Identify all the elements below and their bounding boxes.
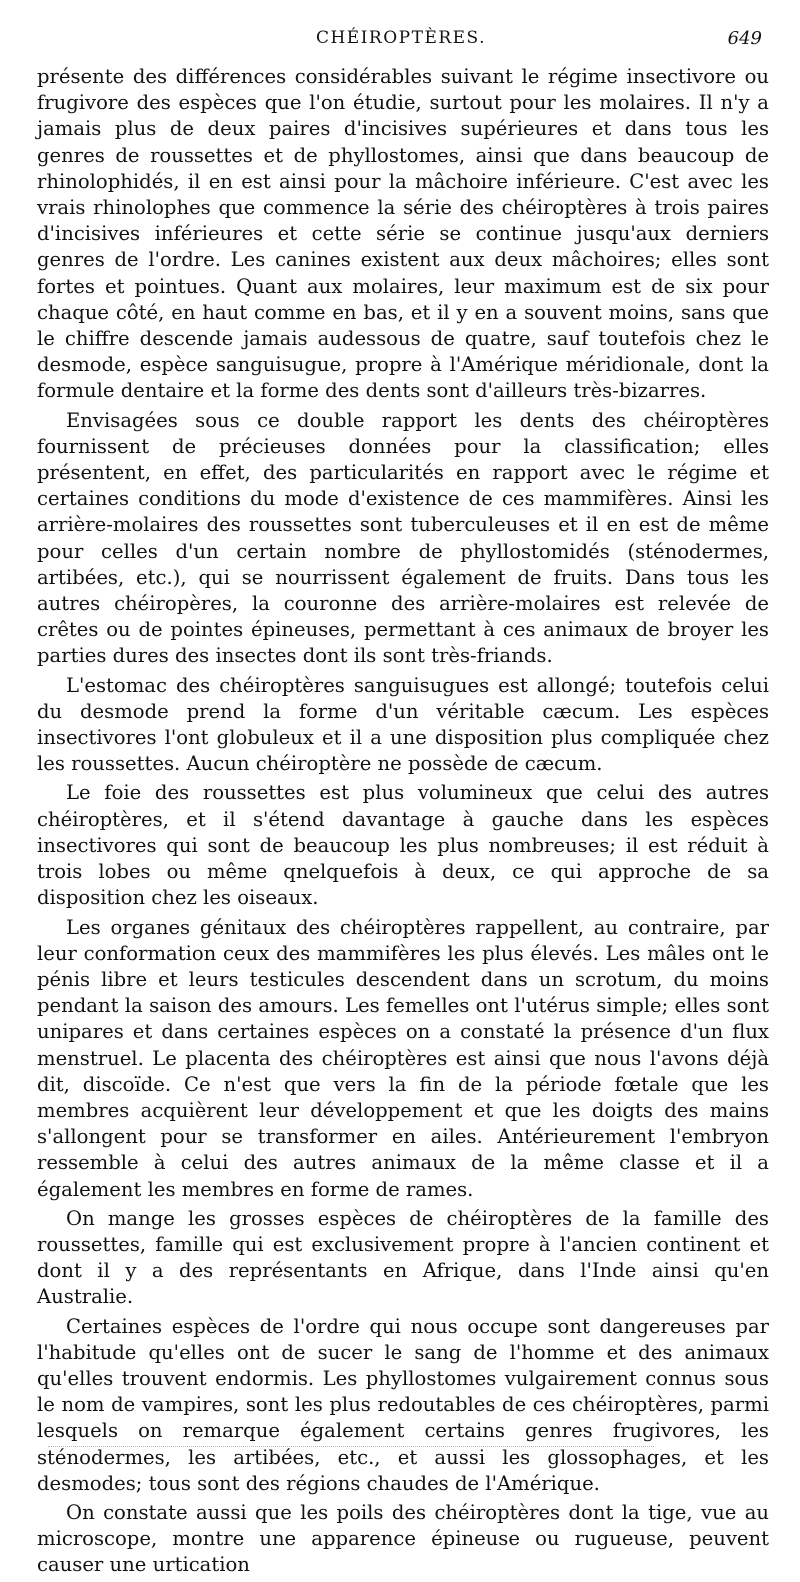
running-head: [40, 28, 762, 58]
running-head-title: CHÉIROPTÈRES.: [315, 28, 487, 48]
paragraph-genital-organs: Les organes génitaux des chéiroptères rappellent, au contraire, par leur conformation ceux des mammifères les plus élevés. Les mâles ont le pénis libre et leurs testicules descendent dans un scrotum, du moins pendant la saison des amours. Les femelles ont l'utérus simple; elles sont unipares et dans certaines espèces on a constaté la présence d'un flux menstruel. Le placenta des chéiroptères est ainsi que nous l'avons déjà dit, discoïde. Ce n'est que vers la fin de la période fœtale que les membres acquièrent leur développement et que les doigts des mains s'allongent pour se transformer en ailes. Antérieurement l'embryon ressemble à celui des autres animaux de la même classe et il a également les membres en forme de rames.: [37, 915, 769, 1201]
footer-rule: [48, 1446, 654, 1447]
page-number: 649: [727, 28, 762, 49]
paragraph-edible-species: On mange les grosses espèces de chéiroptères de la famille des roussettes, famille qui est exclusivement propre à l'ancien continent et dont il y a des représentants en Afrique, dans l'Inde ainsi qu'en Australie.: [37, 1206, 769, 1309]
paragraph-teeth-classification: Envisagées sous ce double rapport les dents des chéiroptères fournissent de précieuses données pour la classification; elles présentent, en effet, des particularités en rapport avec le régime et certaines conditions du mode d'existence de ces mammifères. Ainsi les arrière-molaires des roussettes sont tuberculeuses et il en est de même pour celles d'un certain nombre de phyllostomidés (sténodermes, artibées, etc.), qui se nourrissent également de fruits. Dans tous les autres chéiropères, la couronne des arrière-molaires est relevée de crêtes ou de pointes épineuses, permettant à ces animaux de broyer les parties dures des insectes dont ils sont très-friands.: [37, 408, 769, 668]
paragraph-teeth-continued: présente des différences considérables suivant le régime insectivore ou frugivore des espèces que l'on étudie, surtout pour les molaires. Il n'y a jamais plus de deux paires d'incisives supérieures et dans tous les genres de roussettes et de phyllostomes, ainsi que dans beaucoup de rhinolophidés, il en est ainsi pour la mâchoire inférieure. C'est avec les vrais rhinolophes que commence la série des chéiroptères à trois paires d'incisives inférieures et cette série se continue jusqu'aux derniers genres de l'ordre. Les canines existent aux deux mâchoires; elles sont fortes et pointues. Quant aux molaires, leur maximum est de six pour chaque côté, en haut comme en bas, et il y en a souvent moins, sans que le chiffre descende jamais audessous de quatre, sauf toutefois chez le desmode, espèce sanguisugue, propre à l'Amérique méridionale, dont la formule dentaire et la forme des dents sont d'ailleurs très-bizarres.: [37, 65, 769, 403]
paragraph-liver: Le foie des roussettes est plus volumineux que celui des autres chéiroptères, et il s'étend davantage à gauche dans les espèces insectivores qui sont de beaucoup les plus nombreuses; il est réduit à trois lobes ou même qnelquefois à deux, ce qui approche de sa disposition chez les oiseaux.: [37, 781, 769, 910]
paragraph-dangerous-species: Certaines espèces de l'ordre qui nous occupe sont dangereuses par l'habitude qu'elles ont de sucer le sang de l'homme et des animaux qu'elles trouvent endormis. Les phyllostomes vulgairement connus sous le nom de vampires, sont les plus redoutables de ces chéiroptères, parmi lesquels on remarque également certains genres frugivores, les sténodermes, les artibées, etc., et aussi les glossophages, et les desmodes; tous sont des régions chaudes de l'Amérique.: [37, 1314, 769, 1495]
paragraph-stomach: L'estomac des chéiroptères sanguisugues est allongé; toutefois celui du desmode prend la forme d'un véritable cæcum. Les espèces insectivores l'ont globuleux et il a une disposition plus compliquée chez les roussettes. Aucun chéiroptère ne possède de cæcum.: [37, 673, 769, 776]
paragraph-hairs: On constate aussi que les poils des chéiroptères dont la tige, vue au microscope, montre une apparence épineuse ou rugueuse, peuvent causer une urtication: [37, 1500, 769, 1577]
body-text: [37, 64, 769, 1582]
